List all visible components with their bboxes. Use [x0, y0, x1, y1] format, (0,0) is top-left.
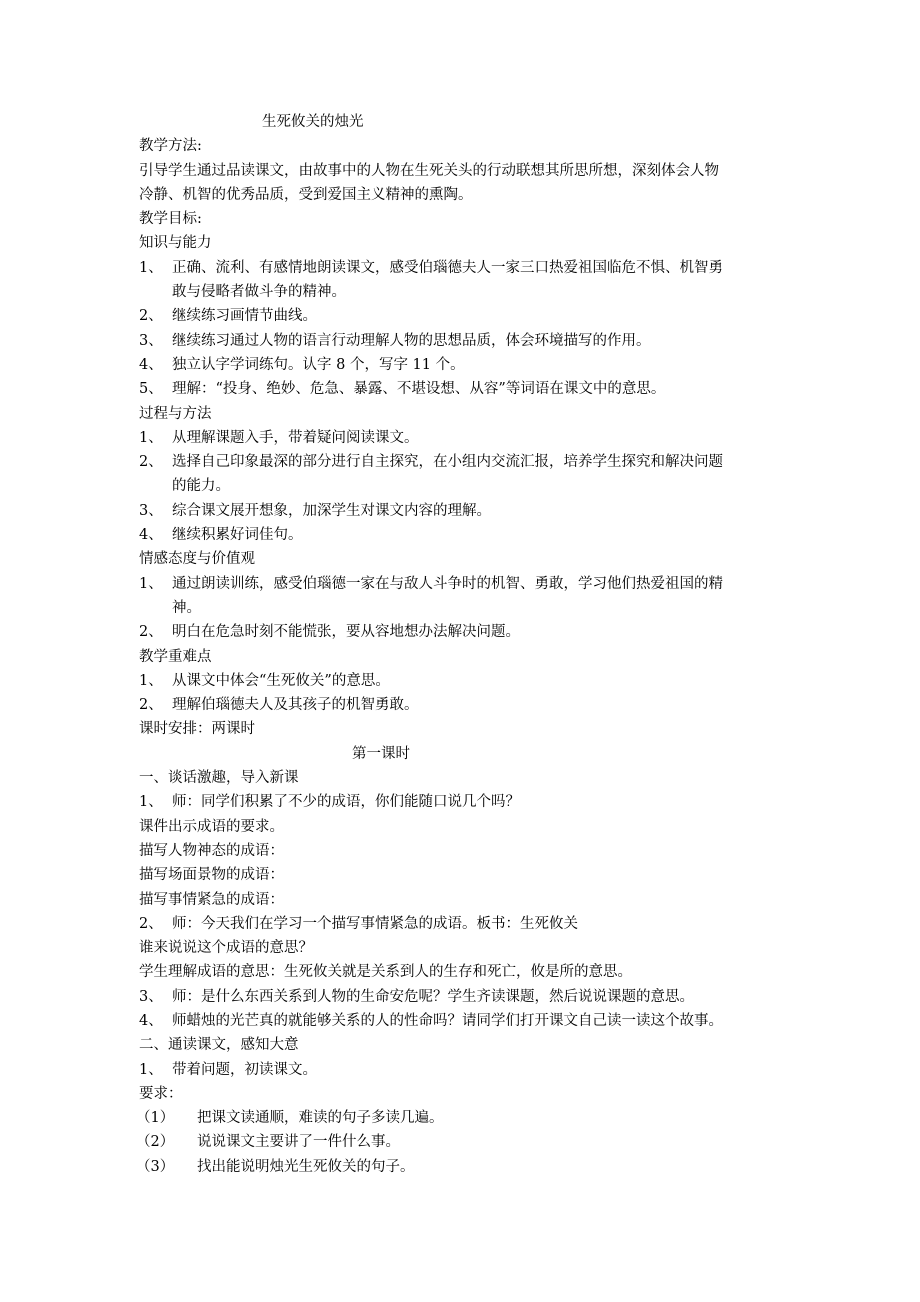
item-text: 从课文中体会“生死攸关”的意思。	[172, 672, 390, 689]
lesson-title: 第一课时	[352, 745, 410, 762]
item-number: 2、	[139, 308, 163, 325]
list-item	[139, 304, 799, 328]
item-number: 1、	[139, 429, 163, 446]
body-line: 学生理解成语的意思：生死攸关就是关系到人的生存和死亡，攸是所的意思。	[139, 964, 632, 981]
item-text-continuation: 神。	[172, 599, 201, 616]
sub-item-number: （1）	[136, 1110, 175, 1127]
list-item	[139, 426, 799, 450]
sub-item-number: （3）	[136, 1158, 175, 1175]
list-item	[139, 572, 799, 596]
schedule-line: 课时安排：两课时	[139, 721, 255, 738]
item-number: 5、	[139, 381, 163, 398]
sub-item	[136, 1155, 799, 1179]
sub-item-text: 找出能说明烛光生死攸关的句子。	[197, 1158, 415, 1175]
method-text-line: 冷静、机智的优秀品质，受到爱国主义精神的熏陶。	[139, 186, 473, 203]
emotion-heading: 情感态度与价值观	[139, 551, 255, 568]
item-text: 独立认字学词练句。认字 8 个，写字 11 个。	[172, 356, 465, 373]
item-text: 继续练习通过人物的语言行动理解人物的思想品质，体会环境描写的作用。	[172, 332, 651, 349]
list-item	[139, 790, 799, 814]
body-line: 描写事情紧急的成语：	[139, 891, 284, 908]
item-number: 2、	[139, 697, 163, 714]
item-text: 师：是什么东西关系到人物的生命安危呢？学生齐读课题，然后说说课题的意思。	[172, 988, 694, 1005]
item-text: 理解：“投身、绝妙、危急、暴露、不堪设想、从容”等词语在课文中的意思。	[172, 381, 666, 398]
document-title: 生死攸关的烛光	[262, 114, 364, 130]
item-text: 通过朗读训练，感受伯瑙德一家在与敌人斗争时的机智、勇敢，学习他们热爱祖国的精	[172, 575, 723, 592]
sub-item-text: 把课文读通顺，难读的句子多读几遍。	[197, 1110, 444, 1127]
item-number: 1、	[139, 259, 163, 276]
item-number: 1、	[139, 1061, 163, 1078]
body-line: 课件出示成语的要求。	[139, 818, 284, 835]
list-item	[139, 985, 799, 1009]
item-text: 师：今天我们在学习一个描写事情紧急的成语。板书：生死攸关	[172, 915, 578, 932]
sub-item-text: 说说课文主要讲了一件什么事。	[197, 1134, 400, 1151]
list-item	[139, 620, 799, 644]
part2-heading: 二、通读课文，感知大意	[139, 1037, 299, 1054]
list-item	[139, 353, 799, 377]
sub-item	[136, 1130, 799, 1154]
item-number: 1、	[139, 672, 163, 689]
item-text: 带着问题，初读课文。	[172, 1061, 317, 1078]
item-text-continuation: 敢与侵略者做斗争的精神。	[172, 284, 346, 301]
item-text: 从理解课题入手，带着疑问阅读课文。	[172, 429, 419, 446]
item-number: 3、	[139, 502, 163, 519]
item-number: 4、	[139, 527, 163, 544]
list-item	[139, 523, 799, 547]
item-number: 4、	[139, 1012, 163, 1029]
knowledge-heading: 知识与能力	[139, 235, 212, 252]
list-item	[139, 450, 799, 474]
document-body	[136, 110, 799, 1179]
body-line: 谁来说说这个成语的意思？	[139, 940, 313, 957]
item-number: 2、	[139, 915, 163, 932]
item-number: 3、	[139, 988, 163, 1005]
method-text-line: 引导学生通过品读课文，由故事中的人物在生死关头的行动联想其所思所想，深刻体会人物	[139, 162, 719, 179]
list-item	[139, 669, 799, 693]
item-text: 选择自己印象最深的部分进行自主探究，在小组内交流汇报，培养学生探究和解决问题	[172, 454, 723, 471]
list-item	[139, 1058, 799, 1082]
list-item	[139, 499, 799, 523]
item-number: 2、	[139, 454, 163, 471]
sub-item-number: （2）	[136, 1134, 175, 1151]
process-heading: 过程与方法	[139, 405, 212, 422]
item-number: 3、	[139, 332, 163, 349]
item-text: 继续积累好词佳句。	[172, 527, 303, 544]
item-text: 理解伯瑙德夫人及其孩子的机智勇敢。	[172, 697, 419, 714]
sub-item	[136, 1106, 799, 1130]
requirements-label: 要求：	[139, 1085, 183, 1102]
item-text: 师蜡烛的光芒真的就能够关系的人的性命吗？请同学们打开课文自己读一读这个故事。	[172, 1012, 723, 1029]
goal-heading: 教学目标:	[139, 211, 202, 228]
item-number: 1、	[139, 575, 163, 592]
item-text-continuation: 的能力。	[172, 478, 230, 495]
list-item	[139, 377, 799, 401]
list-item	[139, 1009, 799, 1033]
item-text: 师：同学们积累了不少的成语，你们能随口说几个吗？	[172, 794, 520, 811]
item-number: 2、	[139, 624, 163, 641]
body-line: 描写场面景物的成语：	[139, 867, 284, 884]
item-text: 继续练习画情节曲线。	[172, 308, 317, 325]
part1-heading: 一、谈话激趣，导入新课	[139, 770, 299, 787]
list-item	[139, 693, 799, 717]
item-text: 综合课文展开想象，加深学生对课文内容的理解。	[172, 502, 491, 519]
list-item	[139, 329, 799, 353]
method-heading: 教学方法:	[139, 138, 202, 155]
item-number: 1、	[139, 794, 163, 811]
body-line: 描写人物神态的成语：	[139, 842, 284, 859]
list-item	[139, 912, 799, 936]
item-text: 明白在危急时刻不能慌张，要从容地想办法解决问题。	[172, 624, 520, 641]
key-points-heading: 教学重难点	[139, 648, 212, 665]
list-item	[139, 256, 799, 280]
item-number: 4、	[139, 356, 163, 373]
item-text: 正确、流利、有感情地朗读课文，感受伯瑙德夫人一家三口热爱祖国临危不惧、机智勇	[172, 259, 723, 276]
